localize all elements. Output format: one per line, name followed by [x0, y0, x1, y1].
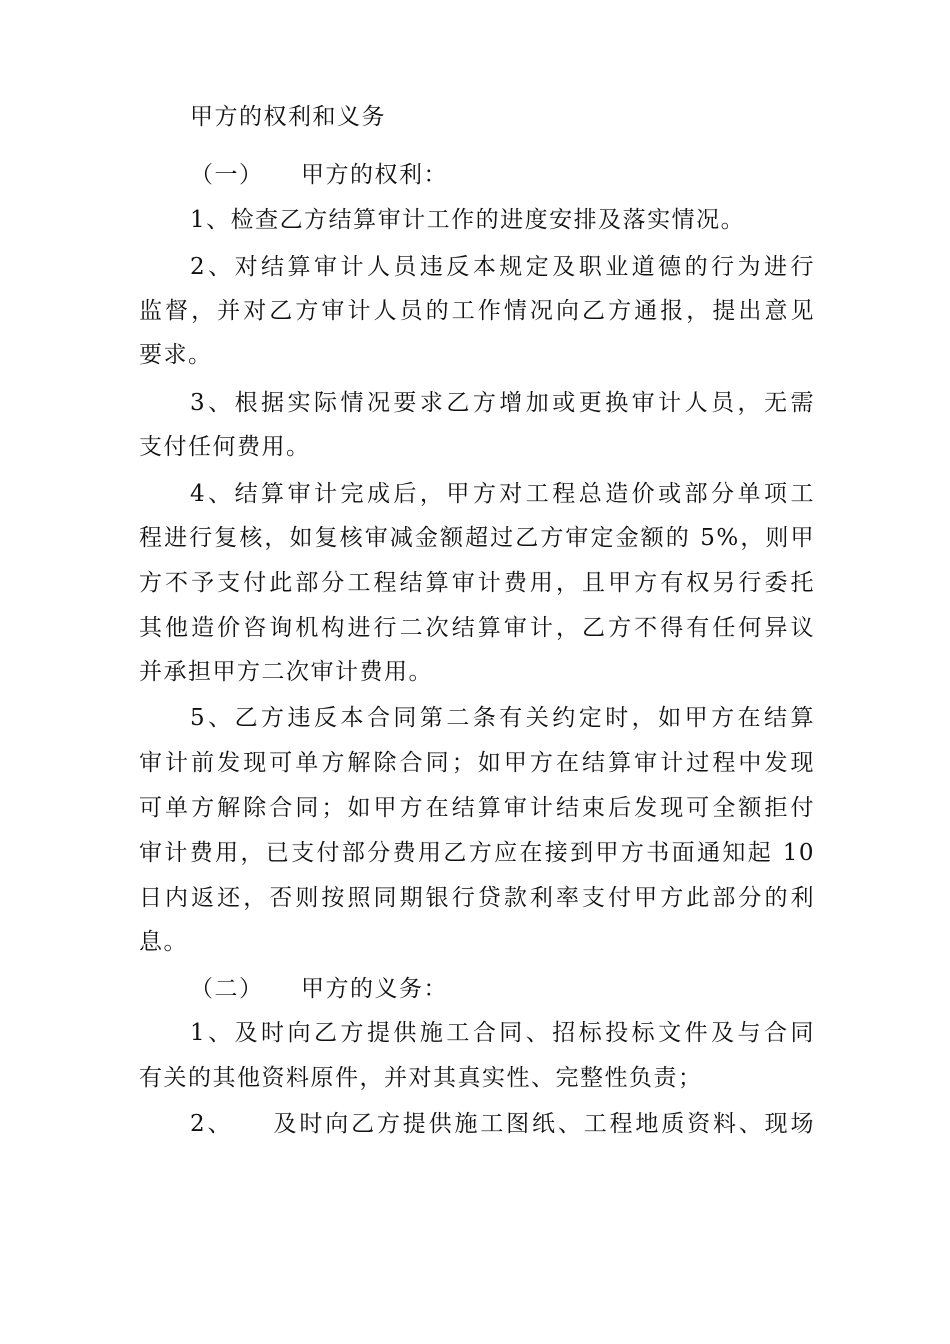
rights-item-2-line-3: 要求。	[139, 342, 213, 368]
rights-item-5-line-6: 息。	[139, 929, 188, 955]
section-title-rights: （一） 甲方的权利：	[190, 162, 448, 188]
rights-item-4-line-5: 并承担甲方二次审计费用。	[139, 659, 433, 685]
rights-item-5-line-3: 可单方解除合同；如甲方在结算审计结束后发现可全额拒付	[139, 795, 815, 821]
rights-item-4-line-4: 其他造价咨询机构进行二次结算审计，乙方不得有任何异议	[139, 615, 815, 641]
duties-item-1-line-2: 有关的其他资料原件，并对其真实性、完整性负责；	[139, 1065, 703, 1091]
rights-item-4-line-1: 4、结算审计完成后，甲方对工程总造价或部分单项工	[190, 481, 815, 507]
rights-item-2-line-1: 2、对结算审计人员违反本规定及职业道德的行为进行	[190, 254, 815, 280]
duties-item-2-line-1: 2、 及时向乙方提供施工图纸、工程地质资料、现场	[190, 1111, 815, 1137]
rights-item-3-line-1: 3、根据实际情况要求乙方增加或更换审计人员，无需	[190, 390, 815, 416]
rights-item-5-line-4: 审计费用，已支付部分费用乙方应在接到甲方书面通知起 10	[139, 840, 815, 866]
rights-item-1-line-1: 1、检查乙方结算审计工作的进度安排及落实情况。	[190, 207, 746, 233]
rights-item-5-line-5: 日内返还，否则按照同期银行贷款利率支付甲方此部分的利	[139, 885, 815, 911]
rights-item-4-line-3: 方不予支付此部分工程结算审计费用，且甲方有权另行委托	[139, 570, 815, 596]
rights-item-3-line-2: 支付任何费用。	[139, 434, 311, 460]
duties-item-1-line-1: 1、及时向乙方提供施工合同、招标投标文件及与合同	[190, 1020, 815, 1046]
rights-item-5-line-1: 5、乙方违反本合同第二条有关约定时，如甲方在结算	[190, 705, 815, 731]
rights-item-5-line-2: 审计前发现可单方解除合同；如甲方在结算审计过程中发现	[139, 750, 815, 776]
rights-item-4-line-2: 程进行复核，如复核审减金额超过乙方审定金额的 5%，则甲	[139, 525, 815, 551]
rights-item-2-line-2: 监督，并对乙方审计人员的工作情况向乙方通报，提出意见	[139, 298, 815, 324]
document-heading: 甲方的权利和义务	[190, 104, 386, 130]
section-title-duties: （二） 甲方的义务：	[190, 976, 448, 1002]
